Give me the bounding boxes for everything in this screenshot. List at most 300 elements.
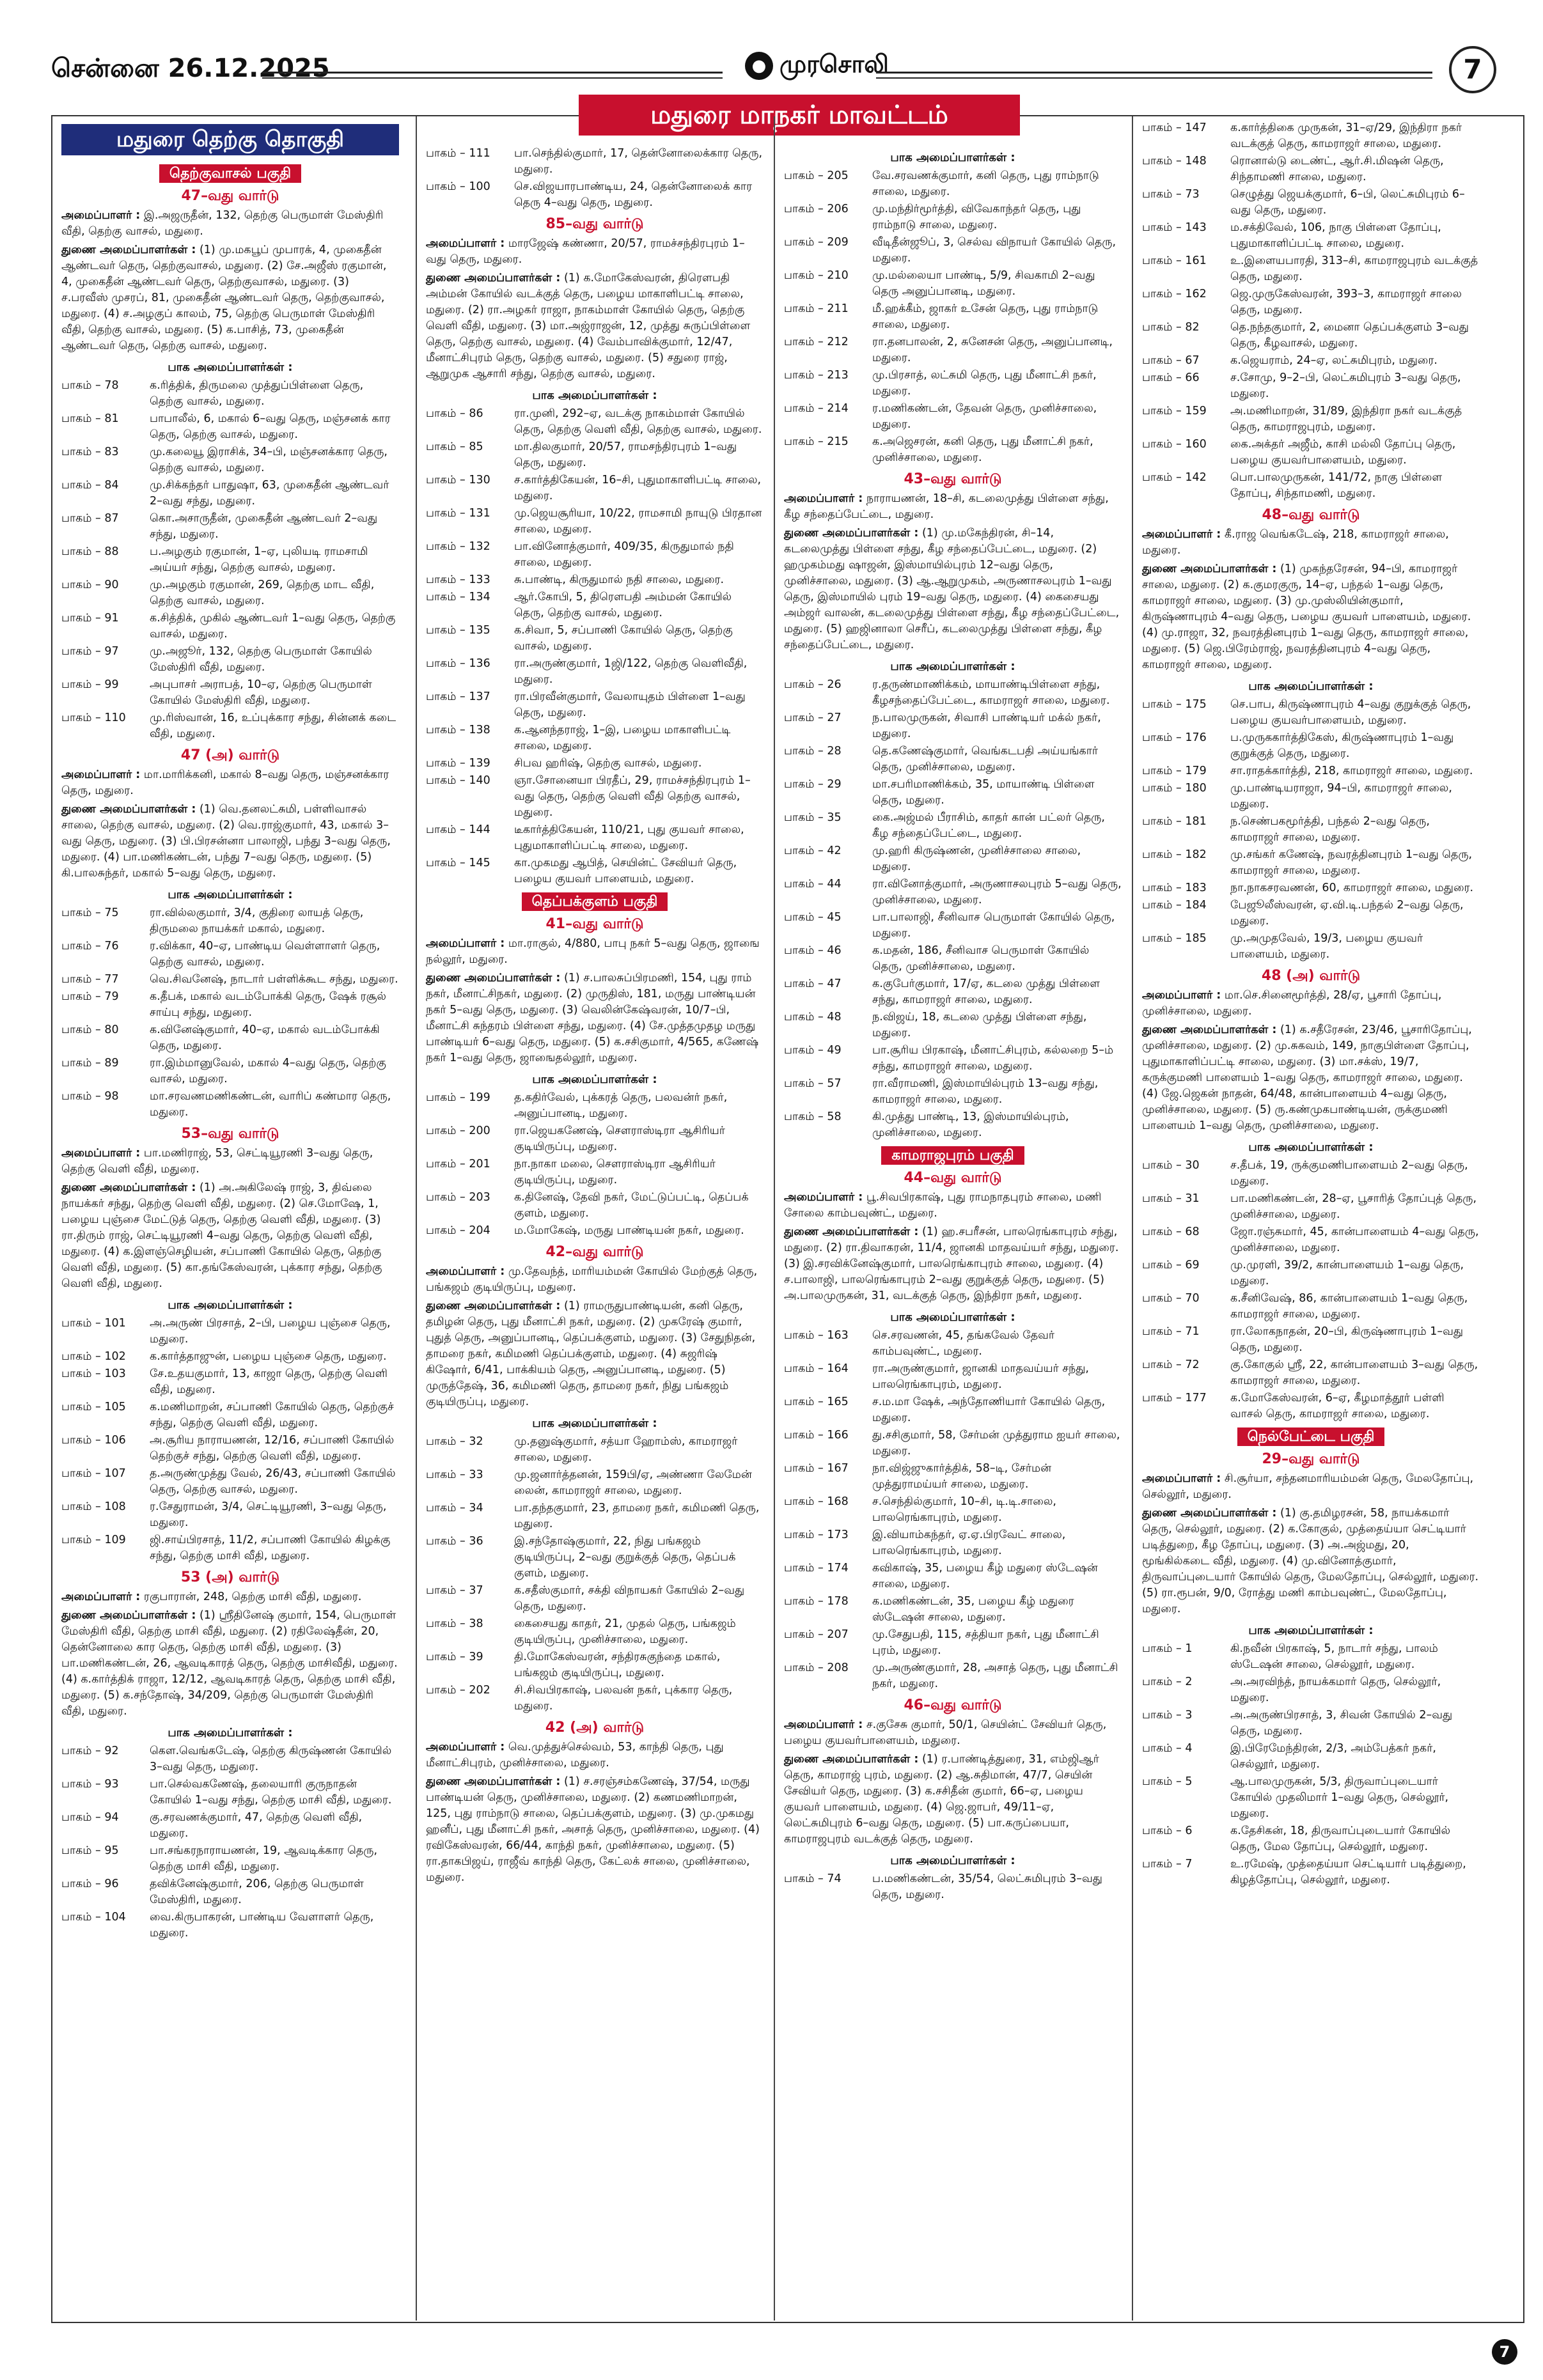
booth-row	[61, 938, 399, 970]
booth-row	[784, 1461, 1122, 1493]
organizer-entry	[1142, 527, 1480, 559]
booth-number: பாகம் – 182	[1142, 848, 1207, 861]
deputies-entry	[1142, 1505, 1480, 1617]
organizer-entry	[61, 1589, 399, 1605]
booth-person: ச.கார்த்திகேயன், 16–சி, புதுமாகாளிபட்டி சாலை, மதுரை.	[514, 474, 762, 502]
booth-row	[784, 777, 1122, 809]
organizer-entry	[1142, 988, 1480, 1020]
booth-row	[784, 1627, 1122, 1659]
booth-number: பாகம் – 5	[1142, 1775, 1193, 1788]
booth-person: வே.சரவணக்குமார், கனி தெரு, புது ராம்நாடு சாலை, மதுரை.	[872, 169, 1099, 198]
masthead-rule-right	[876, 72, 1432, 79]
booth-row	[1142, 353, 1480, 369]
constituency-title: மதுரை தெற்கு தொகுதி	[61, 124, 399, 155]
booth-number: பாகம் – 103	[61, 1367, 126, 1380]
booth-person: அ.சூரிய நாராயணன், 12/16, சப்பாணி கோயில் தெற்குச் சந்து, தெற்கு வெளி வீதி, மதுரை.	[150, 1434, 395, 1463]
booth-person: சி.சிவபிரகாஷ், பலவன் நகர், புக்கார தெரு, மதுரை.	[514, 1684, 733, 1713]
role-label: துணை அமைப்பாளர்கள் :	[1142, 1023, 1277, 1036]
booth-person: க.தீபக், மகால் வடம்போக்கி தெரு, ஷேக் ரசூல் சாய்பு சந்து, மதுரை.	[150, 990, 386, 1019]
booth-row	[1142, 1823, 1480, 1855]
booth-number: பாகம் – 133	[426, 573, 490, 586]
booth-person: செ.சரவணன், 45, தங்கவேல் தேவர் காம்பவுண்ட், மதுரை.	[872, 1329, 1055, 1358]
booth-row	[61, 411, 399, 443]
booth-row	[1142, 220, 1480, 252]
masthead-rule-left	[262, 72, 723, 79]
booth-person: ப.அழகும் ரகுமான், 1–ஏ, புலியடி ராமசாமி அய்யர் சந்து, தெற்கு வாசல், மதுரை.	[150, 545, 368, 574]
booth-person: அ.அரவிந்த், நாயக்கமார் தெரு, செல்லூர், மதுரை.	[1230, 1676, 1441, 1704]
role-label: துணை அமைப்பாளர்கள் :	[426, 272, 561, 284]
ward-title: 85–வது வார்டு	[545, 216, 644, 232]
booth-number: பாகம் – 132	[426, 540, 490, 553]
role-names: (1) ச.பாலசுப்பிரமணி, 154, புது ராம் நகர், மீனாட்சிநகர், மதுரை. (2) முருதிஸ், 181, மருது பாண்டியன் நகர் 5–வது தெரு, மதுரை. (3) வெலின்கேஷ்வரன், 10/7–பி, மீனாட்சி சுந்தரம் பிள்ளை சந்து, மதுரை. (4) சே.முத்தமுதழ மருது பாண்டியர் 6–வது தெரு, மதுரை. (5) க.சசிகுமார், 4/565, கணேஷ் நகர் 1–வது தெரு, ஜாஙைதல்லூர், மதுரை.	[426, 972, 759, 1064]
booth-row	[61, 378, 399, 410]
booth-person: ரா.பிரவீன்குமார், வேலாயுதம் பிள்ளை 1–வது தெரு, மதுரை.	[514, 690, 746, 719]
booth-row	[1142, 697, 1480, 729]
booth-row	[61, 972, 399, 988]
booth-person: க.அஜெசரன், கனி தெரு, புது மீனாட்சி நகர், முனிச்சாலை, மதுரை.	[872, 435, 1093, 464]
booth-person: ரா.வீராமணி, இஸ்மாயில்புரம் 13–வது சந்து, காமராஜர் சாலை, மதுரை.	[872, 1077, 1099, 1106]
booth-number: பாகம் – 45	[784, 911, 842, 924]
booth-row	[426, 1583, 764, 1615]
booth-number: பாகம் – 167	[784, 1462, 849, 1475]
booth-row	[1142, 286, 1480, 318]
booth-number: பாகம் – 201	[426, 1158, 490, 1171]
booth-person: வீடிதீன்ஜூப், 3, செல்வ விநாயர் கோயில் தெரு, மதுரை.	[872, 236, 1116, 265]
booth-row	[426, 179, 764, 211]
booth-number: பாகம் – 75	[61, 906, 119, 919]
booth-person: தவிக்னேஷ்குமார், 206, தெற்கு பெருமாள் மேஸ்திரி, மதுரை.	[150, 1878, 364, 1906]
booth-number: பாகம் – 162	[1142, 288, 1207, 300]
booth-row	[61, 1843, 399, 1875]
organizer-entry	[426, 236, 764, 268]
booth-row	[784, 1527, 1122, 1559]
role-label: துணை அமைப்பாளர்கள் :	[61, 244, 196, 256]
booth-person: மு.சங்கர் கணேஷ், நவரத்தினபுரம் 1–வது தெரு, காமராஜர் சாலை, மதுரை.	[1230, 848, 1473, 877]
deputies-entry	[1142, 561, 1480, 673]
booth-row	[61, 1810, 399, 1842]
booth-header: பாக அமைப்பாளர்கள் :	[532, 389, 657, 402]
role-label: அமைப்பாளர் :	[426, 1741, 505, 1754]
deputies-entry	[426, 1774, 764, 1886]
booth-row	[426, 572, 764, 588]
booth-row	[784, 301, 1122, 333]
booth-row	[426, 506, 764, 538]
booth-number: பாகம் – 163	[784, 1329, 849, 1342]
booth-number: பாகம் – 80	[61, 1023, 119, 1036]
booth-person: க.ஜெயராம், 24–ஏ, லட்சுமிபுரம், மதுரை.	[1230, 354, 1437, 367]
organizer-entry	[61, 767, 399, 799]
organizer-entry	[784, 1717, 1122, 1749]
booth-row	[426, 689, 764, 721]
role-names: வெ.முத்துச்செல்வம், 53, காந்தி தெரு, புது மீனாட்சிபுரம், முனிச்சாலை, மதுரை.	[426, 1741, 724, 1769]
booth-row	[1142, 320, 1480, 352]
area-title: தெற்குவாசல் பகுதி	[159, 164, 301, 183]
booth-number: பாகம் – 207	[784, 1628, 849, 1641]
masthead-paper-name: முரசொலி	[779, 50, 889, 78]
booth-row	[61, 444, 399, 476]
booth-row	[784, 1594, 1122, 1626]
booth-person: ம.மோகேஷ், மருது பாண்டியன் நகர், மதுரை.	[514, 1224, 744, 1237]
masthead-date: சென்னை 26.12.2025	[51, 54, 330, 83]
booth-row	[1142, 1357, 1480, 1389]
booth-row	[1142, 1224, 1480, 1256]
booth-number: பாகம் – 110	[61, 712, 126, 724]
booth-person: கு.சரவணக்குமார், 47, தெற்கு வெளி வீதி, மதுரை.	[150, 1811, 363, 1840]
booth-row	[61, 710, 399, 742]
role-names: (1) ஸ்ரீதினேஷ் குமார், 154, பெருமாள் மேஸ்திரி வீதி, தெற்கு மாசி வீதி, மதுரை. (2) ரதிலேஷ்தீன், 20, தென்னோலை கார தெரு, தெற்கு மாசி வீதி, மதுரை. (3) பா.மணிகண்டன், 26, ஆவடிகாரத் தெரு, தெற்கு மாசிவீதி, மதுரை. (4) க.கார்த்திக் ராஜா, 12/12, ஆவடிகாரத் தெரு, தெற்கு மாசி வீதி, மதுரை. (5) க.சந்தோஷ், 34/209, தெற்கு பெருமாள் மேஸ்திரி வீதி, மதுரை.	[61, 1609, 398, 1718]
booth-row	[1142, 1641, 1480, 1673]
booth-row	[1142, 370, 1480, 402]
booth-row	[784, 334, 1122, 366]
booth-number: பாகம் – 82	[1142, 321, 1200, 334]
booth-row	[784, 201, 1122, 233]
role-names: (1) மு.மகபூப் முபாரக், 4, முகைதீன் ஆண்டவர் தெரு, தெற்குவாசல், மதுரை. (2) சே.அஜீஸ் ரகுமான், 4, முகைதீன் ஆண்டவர் தெரு, தெற்குவாசல், மதுரை. (3) ச.பரவீஸ் முசரப், 81, முகைதீன் ஆண்டவர் தெரு, தெற்குவாசல், மதுரை. (4) ச.அழகுப் காலம், 75, தெற்கு பெருமாள் மேஸ்திரி வீதி, தெற்கு வாசல், மதுரை. (5) க.பாசித், 73, முகைதீன் ஆண்டவர் தெரு, தெற்கு வாசல், மதுரை.	[61, 244, 387, 352]
booth-person: ந.செண்பகமூர்த்தி, பந்தல் 2–வது தெரு, காமராஜர் சாலை, மதுரை.	[1230, 815, 1430, 844]
booth-number: பாகம் – 84	[61, 479, 119, 492]
booth-person: மு.ஜனார்த்தனன், 159பி/ஏ, அண்ணா லேமேன் லைன், காமராஜர் சாலை, மதுரை.	[514, 1468, 752, 1497]
booth-person: சா.ராதக்கார்த்தி, 218, காமராஜர் சாலை, மதுரை.	[1230, 765, 1473, 777]
booth-row	[1142, 1707, 1480, 1739]
booth-person: மு.அஜூர், 132, தெற்கு பெருமாள் கோயில் மேஸ்திரி வீதி, மதுரை.	[150, 645, 372, 674]
booth-row	[61, 905, 399, 937]
booth-row	[1142, 1674, 1480, 1706]
booth-person: து.சசிகுமார், 58, சேர்மன் முத்துராம ஐயர் சாலை, மதுரை.	[872, 1429, 1120, 1458]
booth-person: ஆர்.கோபி, 5, திரௌபதி அம்மன் கோயில் தெரு, தெற்கு வாசல், மதுரை.	[514, 591, 732, 619]
booth-number: பாகம் – 199	[426, 1091, 490, 1104]
booth-number: பாகம் – 49	[784, 1044, 842, 1057]
booth-person: த.கதிர்வேல், புக்கரத் தெரு, பலவன்ர் நகர், அனுப்பானடி, மதுரை.	[514, 1091, 728, 1120]
booth-person: ர.விக்கா, 40–ஏ, பாண்டிய வெள்ளாளர் தெரு, தெற்கு வாசல், மதுரை.	[150, 940, 380, 968]
booth-number: பாகம் – 27	[784, 712, 842, 724]
organizer-entry	[784, 491, 1122, 523]
booth-number: பாகம் – 37	[426, 1584, 483, 1597]
booth-row	[426, 656, 764, 688]
booth-number: பாகம் – 140	[426, 774, 490, 787]
booth-row	[426, 1434, 764, 1466]
booth-row	[784, 1871, 1122, 1903]
booth-person: மு.அமுதவேல், 19/3, பழைய குயவர் பாளையம், மதுரை.	[1230, 932, 1423, 961]
role-names: (1) ராமருதுபாண்டியன், கனி தெரு, தமிழன் தெரு, புது மீனாட்சி நகர், மதுரை. (2) முகரேஷ் குமார், புதுத் தெரு, அனுப்பானடி, தெப்பக்குளம், மதுரை. (3) சேதுநிதன், தாமரை நகர், கமிமணி தெப்பக்குளம், மதுரை. (4) சுஜரிஷ் கிஷோர், 6/41, பாக்கியம் தெரு, அனுப்பானடி, மதுரை. (5) முருத்தேஷ், 36, கமிமணி தெரு, தாமரை நகர், நிது பங்கஜம் குடியிருப்பு, மதுரை.	[426, 1300, 756, 1408]
booth-row	[426, 1649, 764, 1681]
role-names: நாராயணன், 18–சி, கடலைமுத்து பிள்ளை சந்து, கீழ சந்தைப்பேட்டை, மதுரை.	[784, 492, 1109, 521]
booth-person: உ.இளையபாரதி, 313–சி, காமராஜபுரம் வடக்குத் தெரு, மதுரை.	[1230, 254, 1478, 283]
booth-person: அ.அருண் பிரசாத், 2–பி, பழைய புஞ்சை தெரு, மதுரை.	[150, 1317, 391, 1346]
elephant-icon: ●	[745, 52, 773, 80]
booth-person: க.குபேர்குமார், 17/ஏ, கடலை முத்து பிள்ளை சந்து, காமராஜர் சாலை, மதுரை.	[872, 977, 1100, 1006]
booth-row	[61, 1366, 399, 1398]
booth-row	[1142, 1774, 1480, 1822]
deputies-entry	[61, 1180, 399, 1292]
booth-row	[784, 976, 1122, 1008]
role-label: அமைப்பாளர் :	[784, 1718, 863, 1731]
booth-header: பாக அமைப்பாளர்கள் :	[890, 151, 1015, 164]
deputies-entry	[784, 1224, 1122, 1304]
booth-row	[61, 478, 399, 509]
booth-person: அபுபாசர் அராபத், 10–ஏ, தெற்கு பெருமாள் கோயில் மேஸ்திரி வீதி, மதுரை.	[150, 678, 372, 707]
booth-number: பாகம் – 101	[61, 1317, 126, 1330]
role-label: அமைப்பாளர் :	[1142, 528, 1221, 541]
booth-person: ர.சேதுராமன், 3/4, செட்டியூரணி, 3–வது தெரு, மதுரை.	[150, 1500, 387, 1529]
booth-person: ஜோ.ரஞ்சுமார், 45, கான்பாளையம் 4–வது தெரு, முனிச்சாலை, மதுரை.	[1230, 1225, 1479, 1254]
role-names: (1) க.சதீரேசன், 23/46, பூசாரிதோப்பு, முனிச்சாலை, மதுரை. (2) மு.சுகவம், 149, நாகுபிள்ளை தோப்பு, புதுமாகாளிப்பட்டி சாலை, மதுரை. (3) மா.சக்ஸ், 19/7, கருக்குமணி பாளையம் 1–வது தெரு, காமராஜர் சாலை, மதுரை. (4) ஜே.ஜெகன் நாதன், 64/48, கான்பாளையம் 4–வது தெரு, முனிச்சாலை, மதுரை. (5) ரு.கண்முகபாண்டியன், ருக்குமணி பாளையம் 1–வது தெரு, முனிச்சாலை, மதுரை.	[1142, 1023, 1472, 1132]
booth-row	[1142, 1324, 1480, 1356]
booth-row	[61, 1532, 399, 1564]
booth-number: பாகம் – 58	[784, 1110, 842, 1123]
booth-row	[426, 1190, 764, 1222]
booth-person: இ.சந்தோஷ்குமார், 22, நிது பங்கஜம் குடியிருப்பு, 2–வது குறுக்குத் தெரு, தெப்பக் குளம், மதுரை.	[514, 1535, 736, 1580]
booth-number: பாகம் – 72	[1142, 1358, 1200, 1371]
booth-number: பாகம் – 87	[61, 512, 119, 525]
booth-number: பாகம் – 34	[426, 1502, 483, 1514]
booth-number: பாகம் – 144	[426, 823, 490, 836]
role-label: அமைப்பாளர் :	[61, 1147, 141, 1160]
booth-number: பாகம் – 212	[784, 336, 849, 348]
booth-row	[61, 1876, 399, 1908]
booth-person: செ.விஜயாரபாண்டிய, 24, தென்னோலைக் கார தெரு 4–வது தெரு, மதுரை.	[514, 180, 753, 209]
booth-person: பா.செல்வகணேஷ், தலையாரி குருநாதன் கோயில் 1–வது சந்து, தெற்கு மாசி வீதி, மதுரை.	[150, 1778, 392, 1807]
booth-person: செழுத்து ஜெயக்குமார், 6–பி, லெட்சுமிபுரம் 6–வது தெரு, மதுரை.	[1230, 188, 1465, 217]
booth-person: நா.விஜ்ஜுகார்த்திக், 58–டி, சேர்மன் முத்துராமய்யர் சாலை, மதுரை.	[872, 1462, 1052, 1491]
organizer-entry	[61, 208, 399, 240]
booth-row	[1142, 1191, 1480, 1223]
booth-row	[426, 1223, 764, 1239]
booth-person: ச.தீபக், 19, ருக்குமணிபாளையம் 2–வது தெரு, மதுரை.	[1230, 1159, 1468, 1188]
booth-row	[1142, 437, 1480, 469]
booth-person: தெ.கணேஷ்குமார், வெங்கடபதி அய்யங்கார் தெரு, முனிச்சாலை, மதுரை.	[872, 745, 1099, 774]
booth-row	[784, 1494, 1122, 1526]
booth-number: பாகம் – 74	[784, 1872, 842, 1885]
booth-row	[1142, 1291, 1480, 1323]
booth-row	[1142, 898, 1480, 929]
deputies-entry	[61, 1608, 399, 1720]
booth-row	[784, 1043, 1122, 1075]
booth-number: பாகம் – 108	[61, 1500, 126, 1513]
booth-number: பாகம் – 102	[61, 1350, 126, 1363]
booth-number: பாகம் – 177	[1142, 1392, 1207, 1404]
booth-row	[784, 1109, 1122, 1141]
booth-person: மா.சரவணமணிகண்டன், வாரிப் கண்மார தெரு, மதுரை.	[150, 1090, 391, 1119]
role-names: (1) ர.பாண்டித்துரை, 31, எம்ஜிஆர் தெரு, காமராஜ் புரம், மதுரை. (2) ஆ.சுதிமான், 47/7, செயின் சேவியர் தெரு, மதுரை. (3) க.சசிதீன் குமார், 66–ஏ, பழைய குயவர் பாளையம், மதுரை. (4) ஜெ.ஜாபர், 49/11–ஏ, லெட்சுமிபுரம் 6–வது தெரு, மதுரை. (5) பா.கருப்பையா, காமராஜபுரம் வடக்குத் தெரு, மதுரை.	[784, 1753, 1099, 1846]
booth-row	[426, 1500, 764, 1532]
booth-row	[784, 743, 1122, 775]
booth-number: பாகம் – 91	[61, 612, 119, 625]
booth-person: ஞா.சோனையா பிரதீப், 29, ராமச்சந்திரபுரம் 1–வது தெரு, தெற்கு வெளி வீதி தெற்கு வாசல், மதுரை.	[514, 774, 751, 819]
booth-number: பாகம் – 215	[784, 435, 849, 448]
role-names: (1) வெ.தனலட்சுமி, பள்ளிவாசல் சாலை, தெற்கு வாசல், மதுரை. (2) வெ.ராஜ்குமார், 43, மகால் 3–வது தெரு, மதுரை. (3) பி.பிரசன்னா பாலாஜி, பந்து 3–வது தெரு, மதுரை. (4) பா.மணிகண்டன், பந்து 7–வது தெரு, மதுரை. (5) கி.பாலசுந்தர், மகால் 5–வது தெரு, மதுரை.	[61, 803, 391, 880]
booth-row	[784, 1560, 1122, 1592]
booth-number: பாகம் – 94	[61, 1811, 119, 1824]
booth-person: மு.பிரசாத், லட்சுமி தெரு, புது மீனாட்சி நகர், மதுரை.	[872, 369, 1097, 398]
booth-number: பாகம் – 3	[1142, 1709, 1193, 1722]
role-names: (1) முகந்தரேசன், 94–பி, காமராஜர் சாலை, மதுரை. (2) க.குமரகுரு, 14–ஏ, பந்தல் 1–வது தெரு, காமராஜர் சாலை, மதுரை. (3) மு.முஸ்லியின்குமார், கிருஷ்ணாபுரம் 4–வது தெரு, பழைய குயவர் பாளையம், மதுரை. (4) மு.ராஜா, 32, நவரத்தினபுரம் 1–வது தெரு, காமராஜர் சாலை, மதுரை. (5) ஜெ.பிரேம்ராஜ், நவரத்தினபுரம் 4–வது தெரு, காமராஜர் சாலை, மதுரை.	[1142, 563, 1471, 671]
booth-number: பாகம் – 111	[426, 147, 490, 160]
booth-person: க.வினேஷ்குமார், 40–ஏ, மகால் வடம்போக்கி தெரு, மதுரை.	[150, 1023, 380, 1052]
booth-person: க.சிவா, 5, சப்பாணி கோயில் தெரு, தெற்கு வாசல், மதுரை.	[514, 624, 733, 653]
booth-row	[61, 577, 399, 609]
booth-person: மு.தனுஷ்குமார், சத்யா ஹோம்ஸ், காமராஜர் சாலை, மதுரை.	[514, 1435, 738, 1464]
booth-person: க.மணிமாறன், சப்பாணி கோயில் தெரு, தெற்குச் சந்து, தெற்கு வெளி வீதி, மதுரை.	[150, 1401, 394, 1429]
booth-row	[1142, 730, 1480, 762]
role-label: அமைப்பாளர் :	[784, 1191, 863, 1204]
booth-row	[426, 1156, 764, 1188]
booth-number: பாகம் – 179	[1142, 765, 1207, 777]
booth-row	[784, 368, 1122, 400]
booth-number: பாகம் – 44	[784, 878, 842, 891]
role-label: துணை அமைப்பாளர்கள் :	[426, 972, 561, 984]
booth-row	[1142, 120, 1480, 152]
booth-person: பா.தந்தகுமார், 23, தாமரை நகர், கமிமணி தெரு, மதுரை.	[514, 1502, 760, 1530]
booth-number: பாகம் – 79	[61, 990, 119, 1003]
booth-number: பாகம் – 131	[426, 507, 490, 520]
booth-row	[426, 1123, 764, 1155]
booth-person: ச.ம.மா ஷேக், அந்தோணியார் கோயில் தெரு, மதுரை.	[872, 1396, 1106, 1424]
booth-row	[426, 722, 764, 754]
booth-person: மு.அருண்குமார், 28, அசாத் தெரு, புது மீனாட்சி நகர், மதுரை.	[872, 1661, 1118, 1690]
booth-row	[1142, 253, 1480, 285]
booth-person: பேஜூலீஸ்வரன், ஏ.வி.டி.பந்தல் 2–வது தெரு, மதுரை.	[1230, 899, 1464, 928]
booth-row	[784, 710, 1122, 742]
booth-person: கை.அஜ்மல் பீராசிம், காதர் கான் பட்லர் தெரு, கீழ சந்தைப்பேட்டை, மதுரை.	[872, 811, 1105, 840]
booth-row	[61, 644, 399, 676]
booth-number: பாகம் – 143	[1142, 221, 1207, 234]
booth-person: அ.மணிமாறன், 31/89, இந்திரா நகர் வடக்குத் தெரு, காமராஜபுரம், மதுரை.	[1230, 405, 1462, 433]
booth-row	[1142, 153, 1480, 185]
booth-number: பாகம் – 173	[784, 1528, 849, 1541]
booth-number: பாகம் – 96	[61, 1878, 119, 1890]
booth-number: பாகம் – 36	[426, 1535, 483, 1548]
booth-number: பாகம் – 93	[61, 1778, 119, 1791]
booth-row	[426, 472, 764, 504]
booth-row	[426, 146, 764, 178]
role-label: துணை அமைப்பாளர்கள் :	[1142, 1507, 1277, 1520]
column-2	[422, 144, 767, 2337]
booth-person: தெ.நந்தகுமார், 2, மைனா தெப்பக்குளம் 3–வது தெரு, கீழவாசல், மதுரை.	[1230, 321, 1469, 350]
ward-title: 44–வது வார்டு	[904, 1170, 1002, 1186]
booth-person: க.மோகேஸ்வரன், 6–ஏ, கீழமாத்தூர் பள்ளி வாசல் தெரு, காமராஜர் சாலை, மதுரை.	[1230, 1392, 1445, 1420]
booth-number: பாகம் – 161	[1142, 254, 1207, 267]
booth-person: ரா.அருண்குமார், 1ஜி/122, தெற்கு வெளிவீதி, மதுரை.	[514, 657, 748, 686]
booth-number: பாகம் – 209	[784, 236, 849, 249]
booth-person: ஜெ.முருகேஸ்வரன், 393–3, காமராஜர் சாலை தெரு, மதுரை.	[1230, 288, 1462, 316]
role-label: அமைப்பாளர் :	[426, 937, 505, 950]
booth-row	[61, 544, 399, 576]
booth-row	[784, 1328, 1122, 1360]
booth-person: வை.கிருபாகரன், பாண்டிய வேளாளர் தெரு, மதுரை.	[150, 1911, 374, 1940]
role-names: (1) க.மோகேஸ்வரன், திரௌபதி அம்மன் கோயில் வடக்குத் தெரு, பழைய மாகாளிபட்டி சாலை, மதுரை. (2) ரா.அழகர் ராஜா, நாகம்மாள் கோயில் தெரு, தெற்கு வெளி வீதி, மதுரை. (3) மா.அஜ்ராஜன், 12, முத்து சுருப்பிள்ளை தெரு, தெற்கு வாசல், மதுரை. (4) வேம்பாவிக்குமார், 12/47, மீனாட்சிபுரம் தெரு, தெற்கு வாசல், மதுரை. (5) சதுரை ராஜ், ஆறுமுக ஆசாரி சந்து, தெற்கு வாசல், மதுரை.	[426, 272, 751, 380]
booth-row	[784, 910, 1122, 942]
booth-person: க.ரித்திக், திருமலை முத்துப்பிள்ளை தெரு, தெற்கு வாசல், மதுரை.	[150, 379, 364, 408]
booth-row	[426, 1683, 764, 1715]
booth-number: பாகம் – 89	[61, 1057, 119, 1069]
booth-number: பாகம் – 68	[1142, 1225, 1200, 1238]
role-label: துணை அமைப்பாளர்கள் :	[61, 1181, 196, 1194]
booth-row	[426, 822, 764, 854]
organizer-entry	[426, 1739, 764, 1771]
booth-number: பாகம் – 211	[784, 302, 849, 315]
booth-person: இ.வியாம்கந்தர், ஏ.ஏ.பிரவேட் சாலை, பாலரெங்காபுரம், மதுரை.	[872, 1528, 1066, 1557]
ward-title: 47–வது வார்டு	[181, 188, 279, 204]
booth-person: மா.திலகுமார், 20/57, ராமசந்திரபுரம் 1–வது தெரு, மதுரை.	[514, 440, 737, 469]
booth-row	[1142, 1741, 1480, 1773]
booth-person: க.தினேஷ், தேவி நகர், மேட்டுப்பட்டி, தெப்பக் குளம், மதுரை.	[514, 1191, 749, 1220]
booth-person: கா.முகமது ஆபித், செயின்ட் சேவியர் தெரு, பழைய குயவர் பாளையம், மதுரை.	[514, 857, 737, 885]
booth-number: பாகம் – 35	[784, 811, 842, 824]
booth-row	[1142, 1257, 1480, 1289]
booth-number: பாகம் – 200	[426, 1124, 490, 1137]
booth-number: பாகம் – 136	[426, 657, 490, 670]
role-label: துணை அமைப்பாளர்கள் :	[426, 1300, 561, 1312]
booth-row	[61, 677, 399, 709]
booth-number: பாகம் – 147	[1142, 121, 1207, 134]
booth-row	[61, 1349, 399, 1365]
role-label: துணை அமைப்பாளர்கள் :	[784, 527, 919, 540]
booth-person: இ.பிரேமேந்திரன், 2/3, அம்பேத்கர் நகர், செல்லூர், மதுரை.	[1230, 1742, 1436, 1771]
booth-person: உ.ரமேஷ், முத்தைய்யா செட்டியார் படித்துறை, கிழத்தோப்பு, செல்லூர், மதுரை.	[1230, 1858, 1466, 1886]
booth-person: ரா.அருண்குமார், ஜானகி மாதவய்யர் சந்து, பாலரெங்காபுரம், மதுரை.	[872, 1362, 1089, 1391]
role-label: அமைப்பாளர் :	[784, 492, 863, 505]
booth-number: பாகம் – 214	[784, 402, 849, 415]
booth-number: பாகம் – 70	[1142, 1292, 1200, 1305]
booth-number: பாகம் – 175	[1142, 698, 1207, 711]
booth-number: பாகம் – 208	[784, 1661, 849, 1674]
booth-number: பாகம் – 88	[61, 545, 119, 558]
booth-row	[426, 406, 764, 438]
booth-row	[61, 1316, 399, 1348]
booth-person: டீகார்த்திகேயன், 110/21, புது குயவர் சாலை, புதுமாகாளிப்பட்டி சாலை, மதுரை.	[514, 823, 744, 852]
role-label: அமைப்பாளர் :	[61, 768, 141, 781]
booth-number: பாகம் – 2	[1142, 1676, 1193, 1688]
column-divider	[416, 116, 417, 2321]
booth-number: பாகம் – 145	[426, 857, 490, 869]
booth-person: செ.பாப, கிருஷ்ணாபுரம் 4–வது குறுக்குத் தெரு, பழைய குயவர்பாளையம், மதுரை.	[1230, 698, 1471, 727]
booth-header: பாக அமைப்பாளர்கள் :	[890, 660, 1015, 673]
booth-person: மா.சபரிமாணிக்கம், 35, மாயாண்டி பிள்ளை தெரு, மதுரை.	[872, 778, 1095, 807]
booth-person: க.சித்திக், முகில் ஆண்டவர் 1–வது தெரு, தெற்கு வாசல், மதுரை.	[150, 612, 396, 641]
booth-row	[61, 511, 399, 543]
booth-row	[426, 439, 764, 471]
booth-person: ப.முருககார்த்திகேஸ், கிருஷ்ணாபுரம் 1–வது குறுக்குத் தெரு, மதுரை.	[1230, 731, 1454, 760]
booth-number: பாகம் – 139	[426, 757, 490, 770]
booth-person: மு.முரளி, 39/2, கான்பாளையம் 1–வது தெரு, மதுரை.	[1230, 1259, 1464, 1287]
booth-row	[426, 1090, 764, 1122]
column-divider	[774, 116, 775, 2321]
booth-row	[61, 1433, 399, 1465]
ward-title: 53–வது வார்டு	[181, 1126, 279, 1142]
booth-person: பொ.பாலமுருகன், 141/72, நாகு பிள்ளை தோப்பு, சிந்தாமணி, மதுரை.	[1230, 471, 1443, 500]
booth-row	[426, 539, 764, 571]
area-title: காமராஜபுரம் பகுதி	[881, 1146, 1024, 1165]
deputies-entry	[784, 525, 1122, 653]
booth-person: கு.கோகுல் ஸ்ரீ, 22, கான்பாளையம் 3–வது தெரு, காமராஜர் சாலை, மதுரை.	[1230, 1358, 1478, 1387]
booth-header: பாக அமைப்பாளர்கள் :	[1248, 1624, 1374, 1637]
ward-title: 53 (அ) வார்டு	[180, 1569, 280, 1585]
booth-person: க.கார்த்தாஜுன், பழைய புஞ்சை தெரு, மதுரை.	[150, 1350, 387, 1363]
ward-title: 42–வது வார்டு	[545, 1244, 644, 1260]
booth-number: பாகம் – 71	[1142, 1325, 1200, 1338]
booth-number: பாகம் – 28	[784, 745, 842, 758]
booth-person: ரா.முனி, 292–ஏ, வடக்கு நாகம்மாள் கோயில் தெரு, தெற்கு வெளி வீதி, தெற்கு வாசல், மதுரை.	[514, 407, 762, 436]
booth-person: கௌ.வெங்கடேஷ், தெற்கு கிருஷ்ணன் கோயில் 3–வது தெரு, மதுரை.	[150, 1745, 392, 1773]
booth-header: பாக அமைப்பாளர்கள் :	[168, 1298, 293, 1312]
booth-person: ரா.இம்மானுவேல், மகால் 4–வது தெரு, தெற்கு வாசல், மதுரை.	[150, 1057, 386, 1085]
booth-number: பாகம் – 78	[61, 379, 119, 392]
booth-row	[784, 1009, 1122, 1041]
booth-number: பாகம் – 1	[1142, 1642, 1193, 1655]
ward-title: 29–வது வார்டு	[1262, 1451, 1360, 1467]
booth-number: பாகம் – 184	[1142, 899, 1207, 912]
booth-number: பாகம் – 176	[1142, 731, 1207, 744]
booth-row	[1142, 931, 1480, 963]
